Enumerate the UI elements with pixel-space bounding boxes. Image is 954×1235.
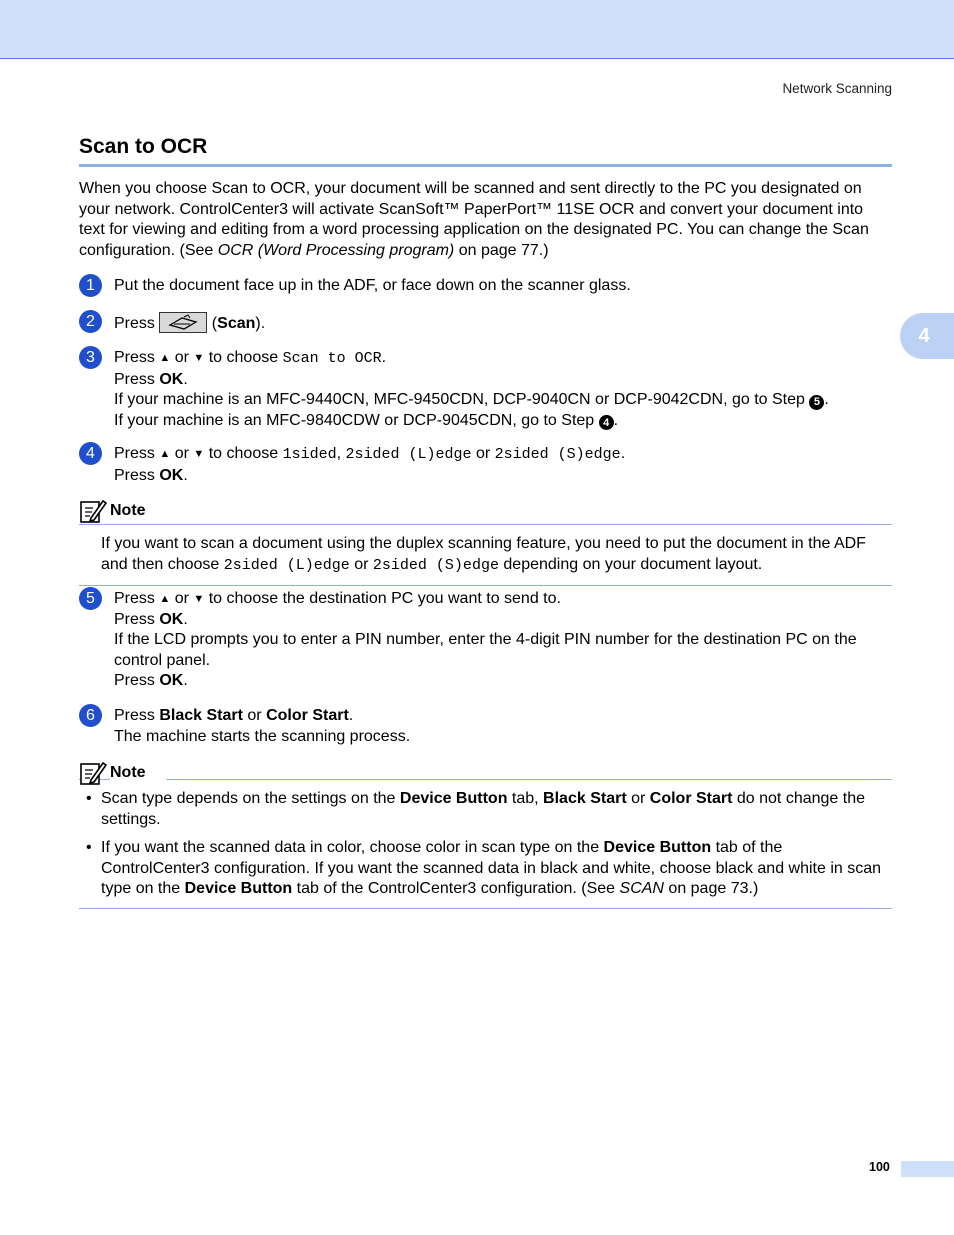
step-number-icon: 4 [79,442,102,465]
step-5-line-4: Press OK. [114,672,188,689]
step-5-line-3: If the LCD prompts you to enter a PIN number, enter the 4-digit PIN number for the destination PC on the control panel. [114,631,857,669]
step-5 [79,587,892,692]
top-header-band [0,0,954,59]
color-start-label: Color Start [649,790,733,807]
step-ref-icon: 5 [809,395,824,410]
step-4 [79,442,892,486]
footer-band [901,1161,954,1177]
arrow-down-icon: ▼ [193,352,205,364]
or-label: or [174,590,189,607]
step-3-line-2: Press OK. [114,370,188,388]
choose-label: to choose the destination PC you want to send to. [208,590,561,607]
intro-paragraph [79,179,892,261]
step-2: 2 Press (Scan). [79,310,892,335]
press-label: Press [114,315,155,332]
step-2-end: ). [255,315,266,332]
note-bottom-rule [79,585,892,586]
note-text: tab, [507,790,544,807]
step-4-line-1: Press ▲ or ▼ to choose 1sided, 2sided (L)edge or 2sided (S)edge. [114,445,626,463]
or-label: or [475,445,491,462]
step-number-icon: 1 [79,274,102,297]
running-header: Network Scanning [782,81,892,96]
ok-key-label: OK [159,610,184,628]
page-number: 100 [869,1160,890,1174]
note-bullet [79,838,892,900]
arrow-down-icon: ▼ [193,593,205,605]
menu-option: 2sided (L)edge [223,556,350,574]
cross-reference-link[interactable]: OCR (Word Processing program) [217,241,455,259]
note-text: do not change the settings. [101,790,865,828]
chapter-tab: 4 [900,313,954,359]
menu-option: 2sided (L)edge [345,446,472,463]
press-label: Press [114,349,155,366]
step-number-icon: 5 [79,587,102,610]
note-text: If you want the scanned data in color, choose color in scan type on the [101,839,604,856]
arrow-up-icon: ▲ [159,448,171,460]
choose-label: to choose [208,445,279,462]
intro-text: When you choose Scan to OCR, your document will be scanned and sent directly to the PC you designated on your network. ControlCenter3 will activate ScanSoft™ PaperPort™ 11SE OCR and convert your document into text for viewing and editing from a word processing application on the designated PC. You can change the Scan configuration. (See [79,180,869,259]
note-text: tab of the ControlCenter3 configuration. (See [292,880,620,897]
menu-option: 1sided [282,446,337,463]
or-label: or [626,790,650,807]
note-2-bullets [79,789,892,900]
note-bottom-rule [79,908,892,909]
step-5-line-1 [114,589,892,610]
note-text: If you want to scan a document using the duplex scanning feature, you need to put the document in the ADF and then choose [101,535,866,573]
intro-tail: on page 77.) [454,241,549,259]
menu-option: Scan to OCR [282,350,382,367]
step-5-line-2: Press OK. [114,610,188,628]
note-text: Scan type depends on the settings on the [101,790,400,807]
step-3-line-3: If your machine is an MFC-9440CN, MFC-9450CDN, DCP-9040CN or DCP-9042CDN, go to Step 5 . [114,391,829,408]
arrow-down-icon: ▼ [193,448,205,460]
menu-option: 2sided (S)edge [494,446,621,463]
press-label: Press [114,590,155,607]
step-4-line-2: Press OK. [114,466,188,484]
note-box-1 [79,498,892,586]
arrow-up-icon: ▲ [159,352,171,364]
or-label: or [174,349,189,366]
note-label: Note [110,764,166,782]
or-label: or [349,555,373,573]
color-start-label: Color Start [266,707,349,724]
ok-key-label: OK [159,672,184,689]
step-6 [79,704,892,747]
device-button-label: Device Button [399,790,508,807]
step-3-line-1: Press ▲ or ▼ to choose Scan to OCR. [114,349,387,367]
press-label: Press [114,445,155,462]
step-6-line-1: Press Black Start or Color Start. [114,707,354,724]
or-label: or [247,707,262,724]
step-number-icon: 2 [79,310,102,333]
scan-key-label: Scan [217,315,256,332]
step-1 [79,274,892,297]
model-instruction: If your machine is an MFC-9440CN, MFC-9450CDN, DCP-9040CN or DCP-9042CDN, go to Step [114,391,805,408]
note-1-text [101,534,892,576]
note-label: Note [110,502,166,520]
model-instruction: If your machine is an MFC-9840CDW or DCP-9045CDN, go to Step [114,411,595,429]
note-bullet [79,789,892,830]
note-header [79,498,892,525]
press-label: Press [114,370,155,388]
ok-key-label: OK [159,466,184,484]
or-label: or [174,445,189,462]
device-button-label: Device Button [184,880,293,897]
cross-reference-link[interactable]: SCAN [619,880,664,897]
step-3 [79,346,892,431]
choose-label: to choose [208,349,279,366]
step-number-icon: 3 [79,346,102,369]
note-text: tab of the ControlCenter3 configuration. If you want the scanned data in black and white, choose black and white in scan type on the [101,839,882,897]
arrow-up-icon: ▲ [159,593,171,605]
note-pencil-icon [79,498,107,524]
black-start-label: Black Start [159,707,243,724]
press-label: Press [114,466,155,484]
note-text: on page 73.) [663,880,759,897]
note-box-2 [79,760,892,909]
step-3-line-4: If your machine is an MFC-9840CDW or DCP-9045CDN, go to Step 4 . [114,411,619,429]
menu-option: 2sided (S)edge [372,556,499,574]
note-header [79,760,892,780]
section-title: Scan to OCR [79,135,892,167]
press-label: Press [114,610,155,628]
note-text: depending on your document layout. [498,555,763,573]
step-text: Put the document face up in the ADF, or face down on the scanner glass. [114,277,631,294]
step-ref-icon: 4 [599,415,614,430]
device-button-label: Device Button [603,839,712,856]
black-start-label: Black Start [543,790,627,807]
note-pencil-icon [79,760,107,786]
step-6-line-2: The machine starts the scanning process. [114,727,411,745]
scanner-glyph-icon [160,313,206,332]
ok-key-label: OK [159,370,184,388]
step-number-icon: 6 [79,704,102,727]
press-label: Press [114,672,155,689]
press-label: Press [114,707,155,724]
scan-key-icon [159,312,207,333]
